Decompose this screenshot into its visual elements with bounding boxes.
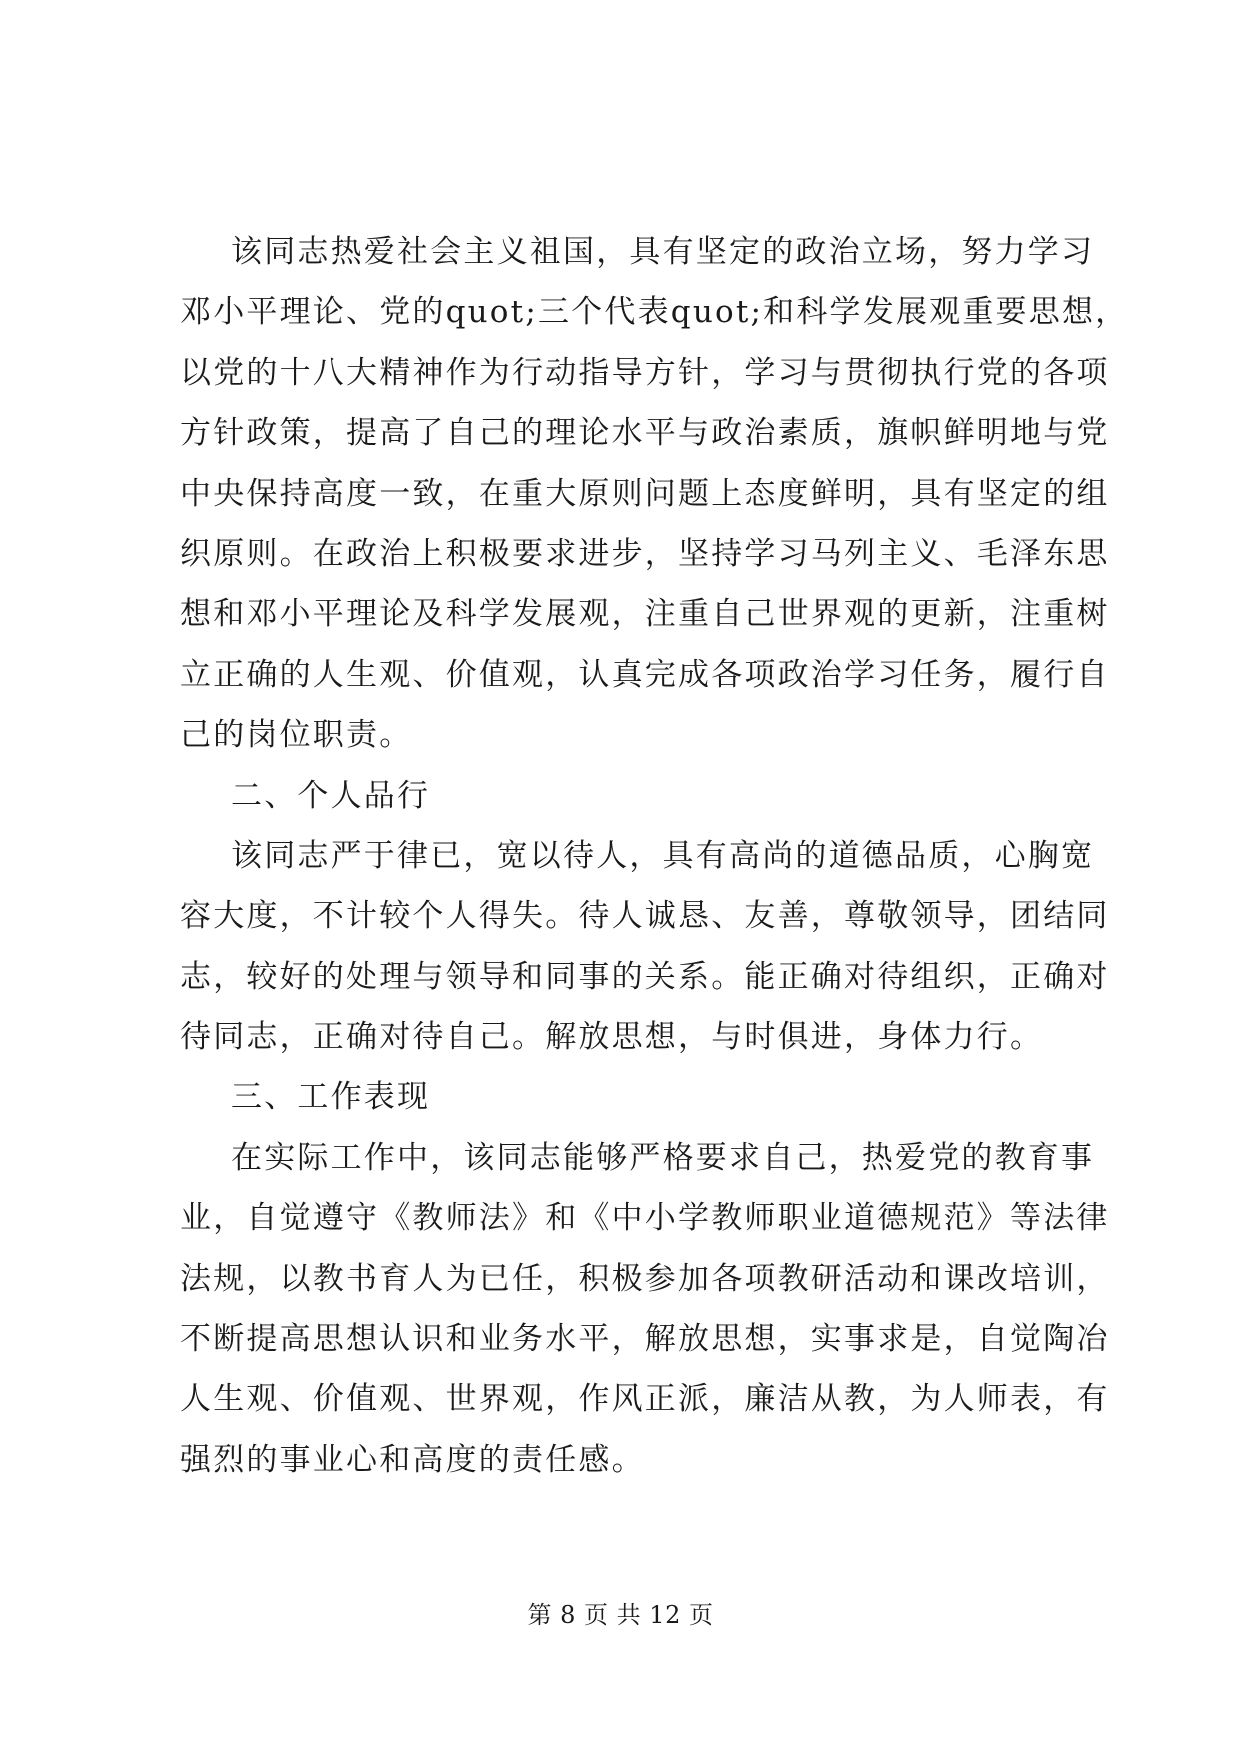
text-line: 方针政策，提高了自己的理论水平与政治素质，旗帜鲜明地与党 — [180, 415, 1110, 452]
text-line: 人生观、价值观、世界观，作风正派，廉洁从教，为人师表，有 — [180, 1381, 1110, 1418]
section-heading-personal-conduct: 二、个人品行 — [231, 777, 431, 814]
political-paragraph — [180, 222, 1129, 766]
text-line: 志，较好的处理与领导和同事的关系。能正确对待组织，正确对 — [180, 958, 1110, 995]
text-line: 不断提高思想认识和业务水平，解放思想，实事求是，自觉陶冶 — [180, 1321, 1110, 1358]
text-line: 法规，以教书育人为已任，积极参加各项教研活动和课改培训， — [180, 1260, 1110, 1297]
text-line: 该同志严于律已，宽以待人，具有高尚的道德品质，心胸宽 — [231, 837, 1095, 874]
text-line: 在实际工作中，该同志能够严格要求自己，热爱党的教育事 — [231, 1139, 1095, 1176]
text-line: 织原则。在政治上积极要求进步，坚持学习马列主义、毛泽东思 — [180, 535, 1110, 572]
text-line: 中央保持高度一致，在重大原则问题上态度鲜明，具有坚定的组 — [180, 475, 1110, 512]
text-line: 该同志热爱社会主义祖国，具有坚定的政治立场，努力学习 — [231, 234, 1095, 270]
text-line: 己的岗位职责。 — [180, 717, 413, 754]
section-heading-work-performance: 三、工作表现 — [231, 1079, 431, 1116]
document-body — [180, 222, 1129, 1490]
text-line: 以党的十八大精神作为行动指导方针，学习与贯彻执行党的各项 — [180, 354, 1110, 391]
text-line: 强烈的事业心和高度的责任感。 — [180, 1441, 645, 1478]
text-line: 立正确的人生观、价值观，认真完成各项政治学习任务，履行自 — [180, 656, 1110, 693]
work-paragraph — [180, 1128, 1110, 1490]
conduct-paragraph — [180, 826, 1110, 1068]
page-number-footer: 第 8 页 共 12 页 — [527, 1601, 714, 1629]
text-line: 待同志，正确对待自己。解放思想，与时俱进，身体力行。 — [180, 1019, 1044, 1056]
text-line: 容大度，不计较个人得失。待人诚恳、友善，尊敬领导，团结同 — [180, 898, 1110, 935]
text-line: 邓小平理论、党的quot;三个代表quot;和科学发展观重要思想， — [180, 294, 1129, 331]
text-line: 业，自觉遵守《教师法》和《中小学教师职业道德规范》等法律 — [180, 1200, 1110, 1237]
text-line: 想和邓小平理论及科学发展观，注重自己世界观的更新，注重树 — [180, 596, 1110, 633]
